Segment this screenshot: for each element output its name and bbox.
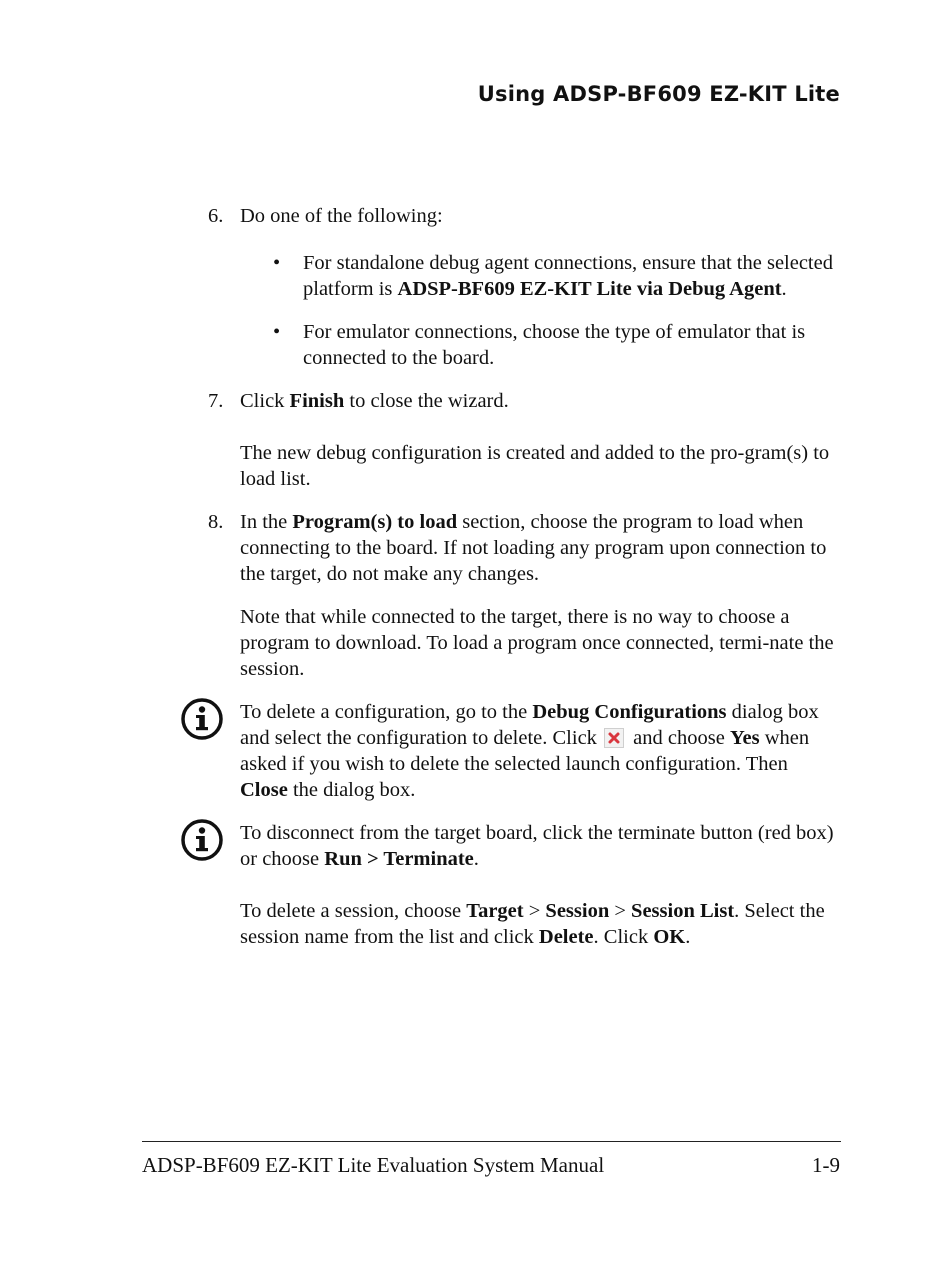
- text: when asked if you wish to delete the selected launch configuration. Then: [240, 727, 810, 775]
- step-6: [208, 203, 840, 229]
- text: .: [781, 278, 787, 300]
- step-number: 6.: [208, 205, 224, 227]
- finish-label: Finish: [289, 390, 345, 412]
- bullet-item: [273, 250, 840, 302]
- text: Click: [240, 390, 290, 412]
- ok-label: OK: [653, 926, 686, 948]
- page-number: 1-9: [812, 1153, 840, 1177]
- text: .: [473, 848, 479, 870]
- text: section, choose the program to load when connecting to the board. If not loading any program upon connection to the target, do not make any changes.: [240, 511, 827, 585]
- text: For standalone debug agent connections, ensure that the selected platform is: [303, 252, 833, 300]
- step-number: 7.: [208, 390, 224, 412]
- text: . Click: [593, 926, 654, 948]
- note-delete-configuration: [240, 699, 840, 803]
- bullet-text: For emulator connections, choose the type of emulator that is connected to the board.: [303, 321, 806, 369]
- text: to close the wizard.: [344, 390, 509, 412]
- platform-name: ADSP-BF609 EZ-KIT Lite via Debug Agent: [397, 278, 782, 300]
- close-label: Close: [240, 779, 288, 801]
- step-7: [208, 388, 840, 414]
- step-8: [208, 509, 840, 587]
- step-text: Do one of the following:: [240, 205, 443, 227]
- footer-divider: [142, 1141, 841, 1142]
- text: In the: [240, 511, 293, 533]
- bullet-dot: •: [273, 252, 281, 274]
- delete-label: Delete: [538, 926, 594, 948]
- page-header: Using ADSP-BF609 EZ-KIT Lite: [477, 82, 840, 106]
- yes-label: Yes: [729, 727, 760, 749]
- programs-label: Program(s) to load: [292, 511, 458, 533]
- text: To delete a session, choose: [240, 900, 467, 922]
- menu-target: Target: [466, 900, 524, 922]
- footer-manual-title: ADSP-BF609 EZ-KIT Lite Evaluation System Manual: [142, 1153, 605, 1177]
- text: .: [685, 926, 691, 948]
- menu-session: Session: [545, 900, 610, 922]
- step-number: 8.: [208, 511, 224, 533]
- text: . Select the session name from the list and click: [240, 900, 825, 948]
- text: >: [609, 900, 632, 922]
- text: To delete a configuration, go to the: [240, 701, 533, 723]
- step-followup: Note that while connected to the target, there is no way to choose a program to download. To load a program once connected, termi-nate the session.: [240, 606, 834, 680]
- text: the dialog box.: [287, 779, 416, 801]
- delete-x-icon: [604, 728, 624, 748]
- text: dialog box and select the configuration to delete. Click: [240, 701, 819, 749]
- text: >: [523, 900, 546, 922]
- bullet-dot: •: [273, 321, 281, 343]
- menu-path: Run > Terminate: [324, 848, 474, 870]
- info-icon: [180, 818, 224, 862]
- session-paragraph: [240, 898, 840, 950]
- note-disconnect: [240, 820, 840, 872]
- info-icon: [180, 697, 224, 741]
- menu-session-list: Session List: [631, 900, 735, 922]
- dialog-name: Debug Configurations: [532, 701, 727, 723]
- document-body: [208, 203, 840, 950]
- step-followup: The new debug configuration is created and added to the pro-gram(s) to load list.: [240, 442, 830, 490]
- text: and choose: [628, 727, 730, 749]
- text: To disconnect from the target board, click the terminate button (red box) or choose: [240, 822, 834, 870]
- bullet-item: [273, 319, 840, 371]
